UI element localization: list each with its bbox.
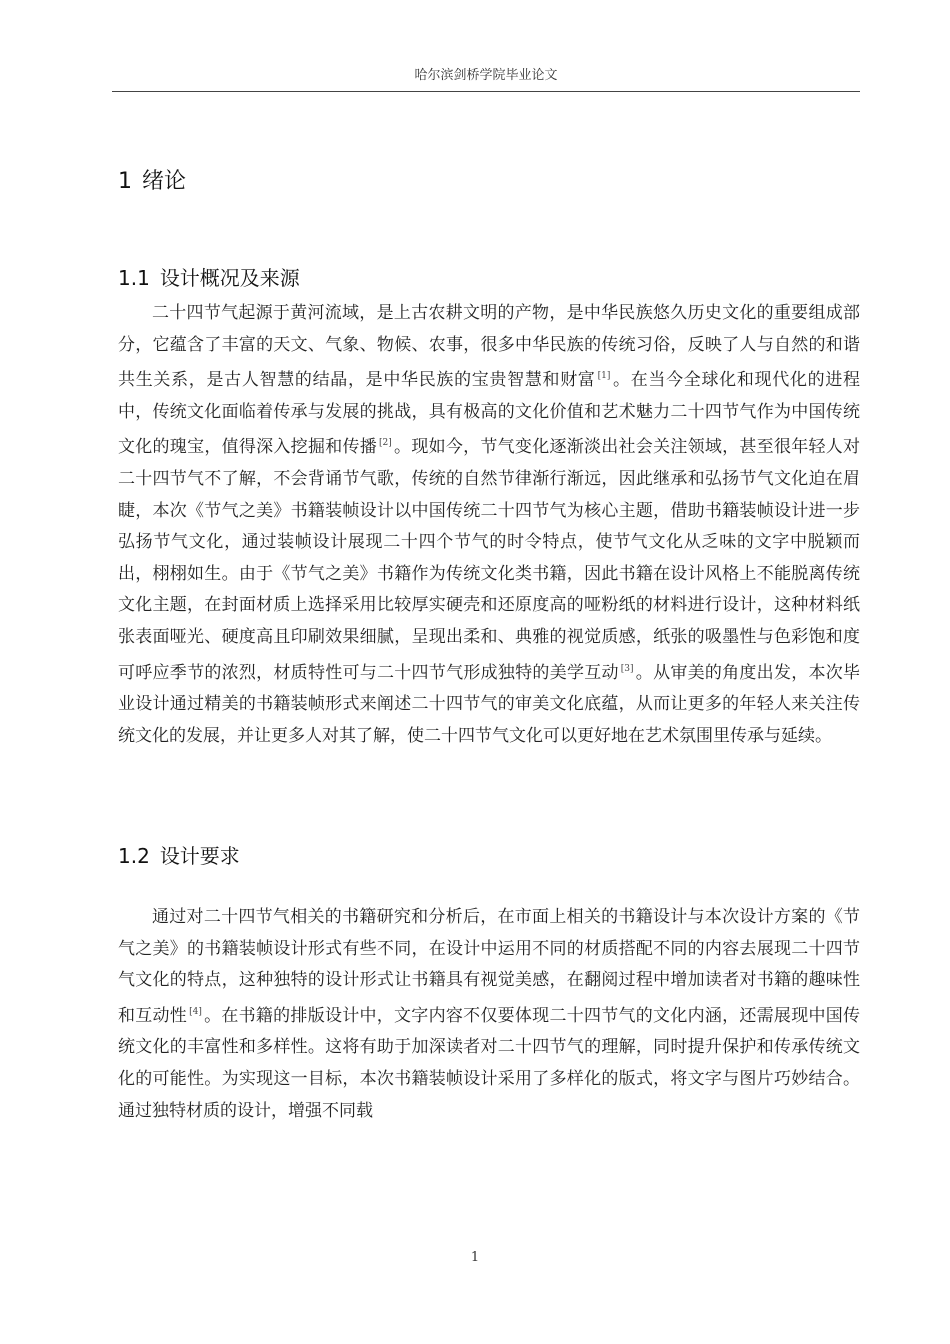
chapter-title: 绪论 (142, 169, 187, 194)
text-run: 通过对二十四节气相关的书籍研究和分析后，在市面上相关的书籍设计与本次设计方案的《节气之美》的书籍装帧设计形式有些不同，在设计中运用不同的材质搭配不同的内容去展现二十四节气文化的特点，这种独特的设计形式让书籍具有视觉美感，在翻阅过程中增加读者对书籍的趣味性和互动性 (118, 907, 860, 1026)
section-number: 1.1 (118, 266, 150, 290)
page-header (112, 64, 860, 92)
citation-ref-2: [2] (379, 438, 392, 449)
section-heading-1-2 (118, 840, 240, 869)
chapter-heading (118, 164, 186, 195)
text-run: 二十四节气起源于黄河流域，是上古农耕文明的产物，是中华民族悠久历史文化的重要组成部分，它蕴含了丰富的天文、气象、物候、农事，很多中华民族的传统习俗，反映了人与自然的和谐共生关系，是古人智慧的结晶，是中华民族的宝贵智慧和财富 (118, 303, 860, 391)
citation-ref-3: [3] (620, 663, 634, 674)
citation-ref-4: [4] (189, 1006, 202, 1017)
section-1-1-paragraph (118, 298, 860, 752)
page-number: 1 (470, 1250, 480, 1265)
section-heading-1-1 (118, 262, 300, 291)
citation-ref-1: [1] (597, 371, 611, 382)
chapter-number: 1 (118, 169, 132, 194)
text-run: 。从审美的角度出发，本次毕业设计通过精美的书籍装帧形式来阐述二十四节气的审美文化底蕴，从而让更多的年轻人来关注传统文化的发展，并让更多人对其了解，使二十四节气文化可以更好地在艺术氛围里传承与延续。 (118, 662, 861, 746)
section-number: 1.2 (118, 844, 150, 868)
text-run: 。现如今，节气变化逐渐淡出社会关注领域，甚至很年轻人对二十四节气不了解，不会背诵节气歌，传统的自然节律渐行渐远，因此继承和弘扬节气文化迫在眉睫，本次《节气之美》书籍装帧设计以中国传统二十四节气为核心主题，借助书籍装帧设计进一步弘扬节气文化，通过装帧设计展现二十四个节气的时令特点，使节气文化从乏味的文字中脱颖而出，栩栩如生。由于《节气之美》书籍作为传统文化类书籍，因此书籍在设计风格上不能脱离传统文化主题，在封面材质上选择采用比较厚实硬壳和还原度高的哑粉纸的材料进行设计，这种材料纸张表面哑光、硬度高且印刷效果细腻，呈现出柔和、典雅的视觉质感，纸张的吸墨性与色彩饱和度可呼应季节的浓烈，材质特性可与二十四节气形成独特的美学互动 (118, 437, 861, 683)
header-title: 哈尔滨剑桥学院毕业论文 (414, 68, 558, 83)
text-run: 。在当今全球化和现代化的进程中，传统文化面临着传承与发展的挑战，具有极高的文化价值和艺术魅力二十四节气作为中国传统文化的瑰宝，值得深入挖掘和传播 (118, 370, 861, 458)
text-run: 。在书籍的排版设计中，文字内容不仅要体现二十四节气的文化内涵，还需展现中国传统文化的丰富性和多样性。这将有助于加深读者对二十四节气的理解，同时提升保护和传承传统文化的可能性。为实现这一目标，本次书籍装帧设计采用了多样化的版式，将文字与图片巧妙结合。通过独特材质的设计，增强不同载 (118, 1005, 861, 1121)
section-1-2-paragraph (118, 902, 860, 1127)
section-title: 设计概况及来源 (159, 266, 300, 290)
section-title: 设计要求 (159, 844, 240, 868)
